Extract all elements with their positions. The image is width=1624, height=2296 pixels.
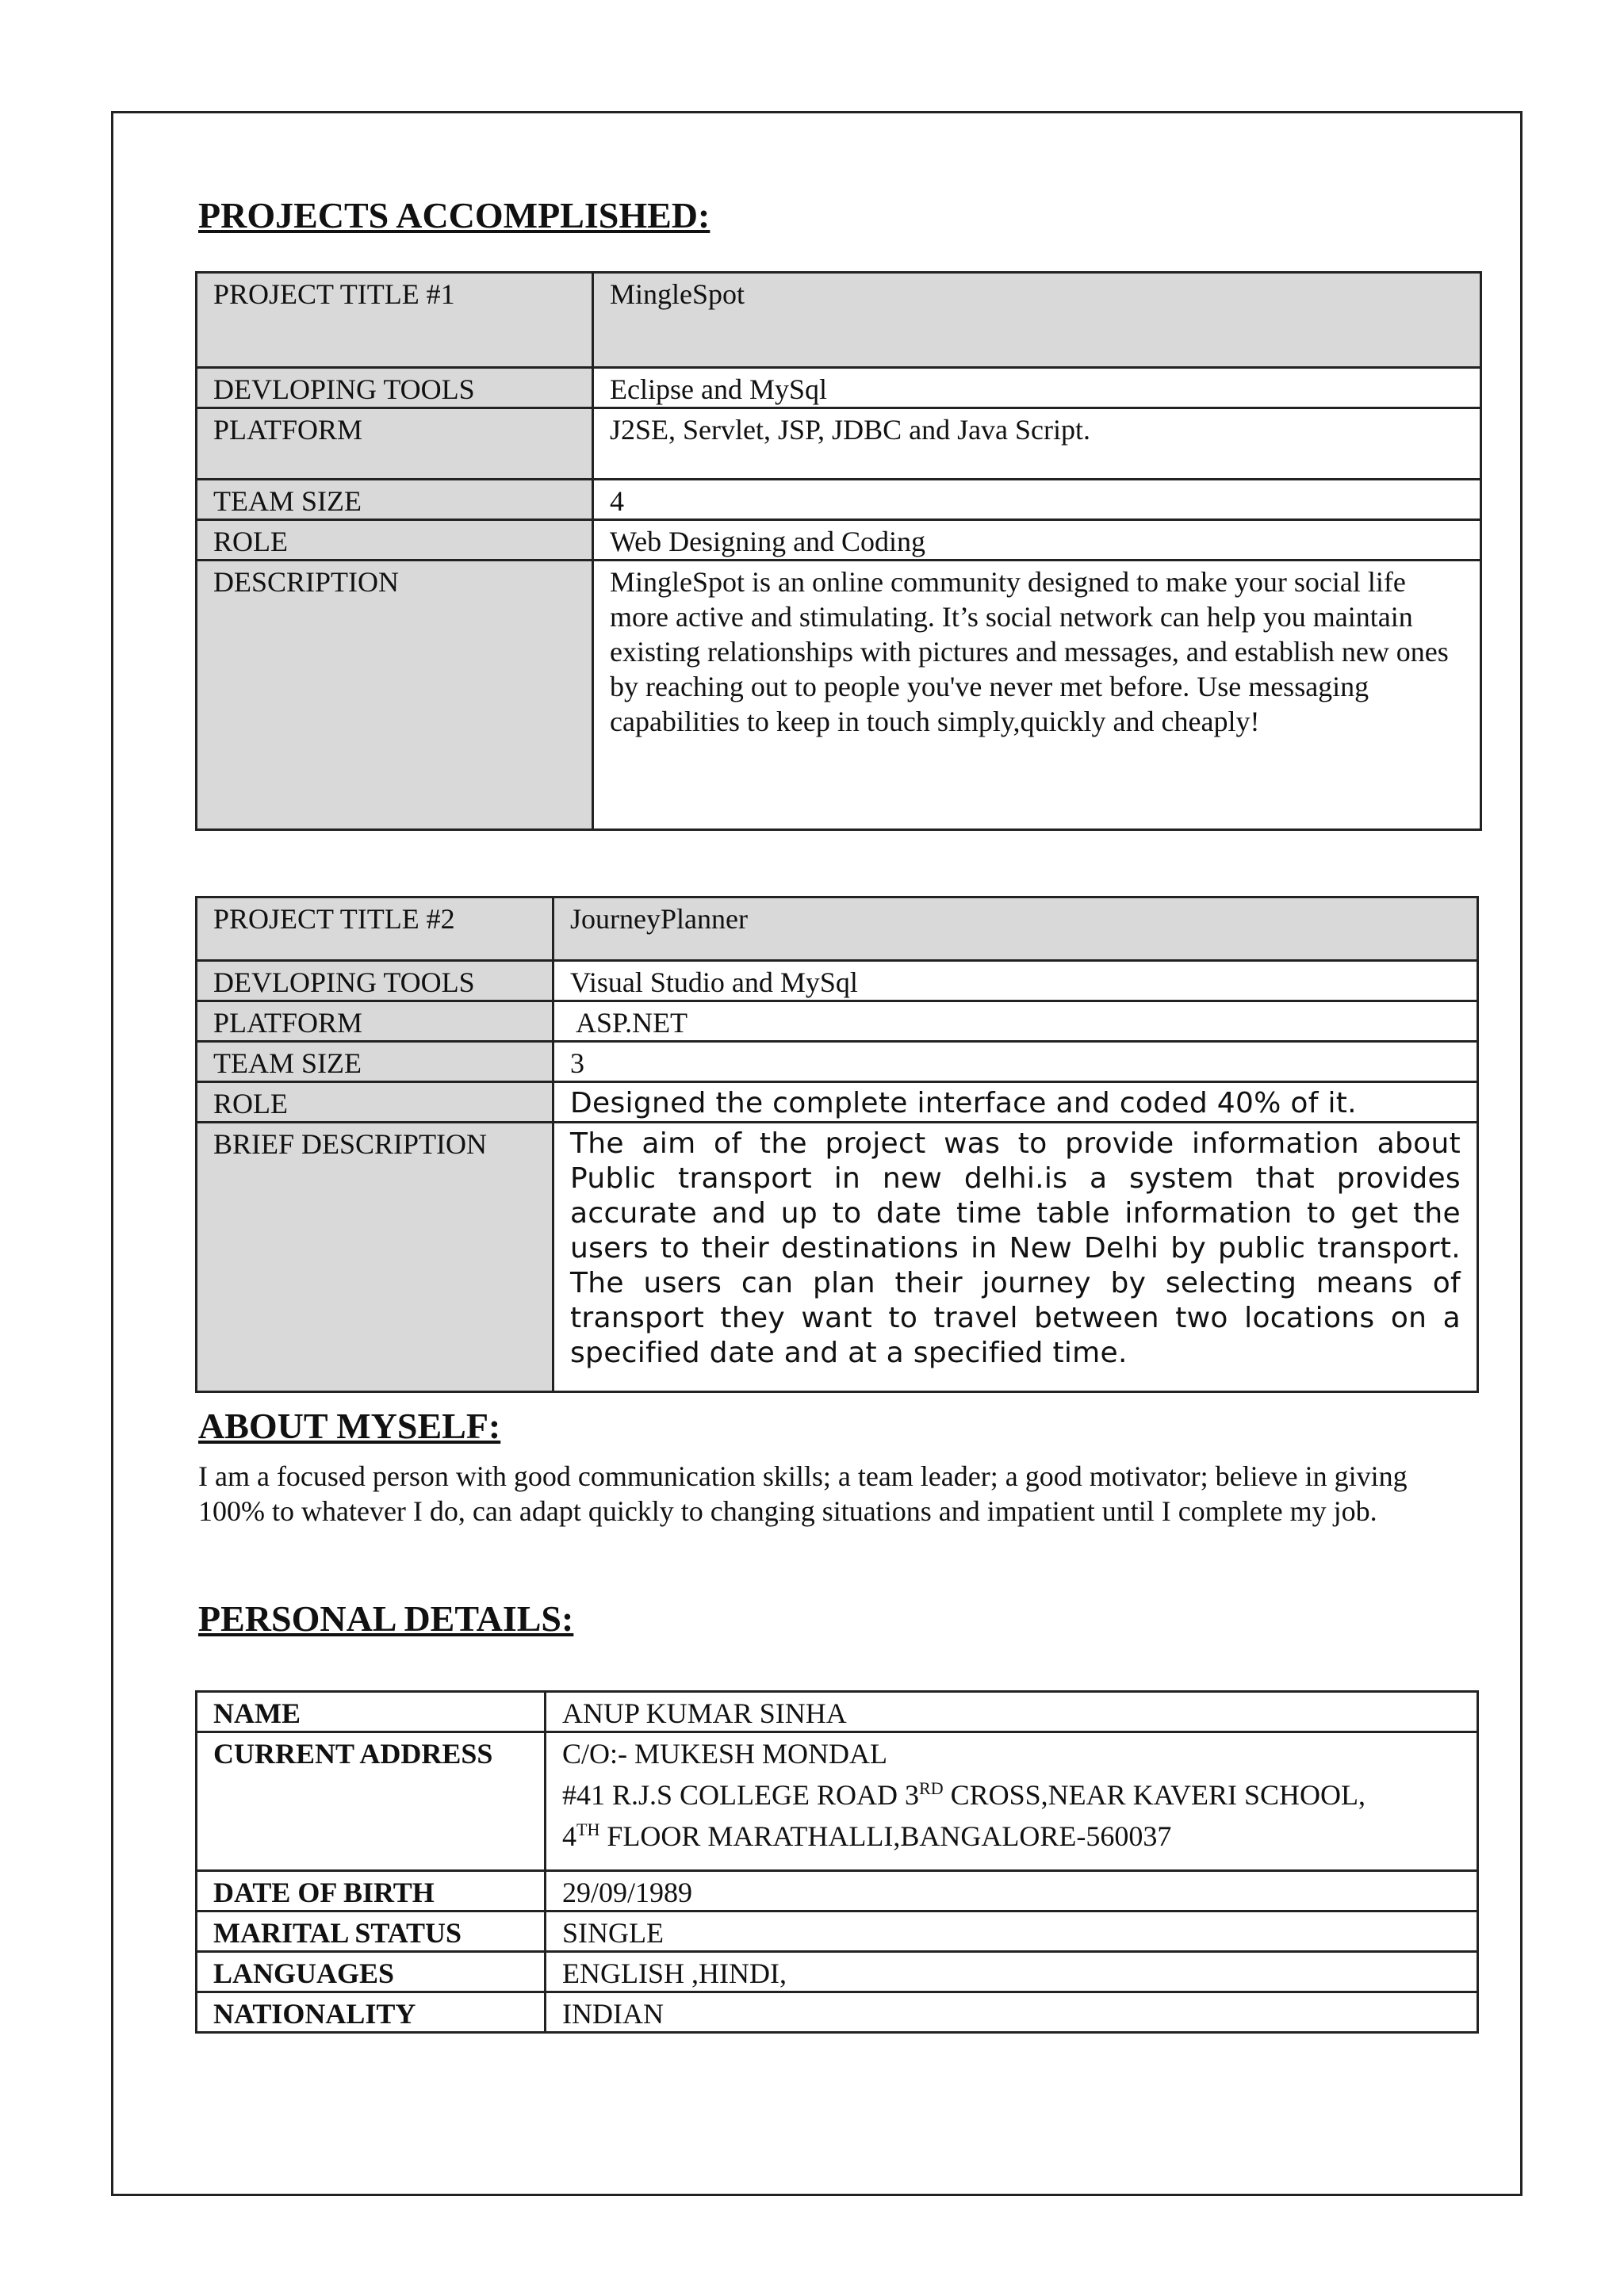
project2-row-description: [197, 1123, 1478, 1392]
address-line-2-sup: RD: [919, 1778, 944, 1798]
address-line-2-part-a: #41 R.J.S COLLEGE ROAD 3: [562, 1779, 920, 1811]
project2-team-value: 3: [553, 1042, 1478, 1082]
marital-value: SINGLE: [546, 1911, 1478, 1952]
project1-team-label: TEAM SIZE: [197, 480, 593, 520]
project1-tools-label: DEVLOPING TOOLS: [197, 368, 593, 408]
project2-row-platform: [197, 1001, 1478, 1042]
project2-row-role: [197, 1082, 1478, 1123]
project2-tools-value: Visual Studio and MySql: [553, 961, 1478, 1001]
address-line-1: C/O:- MUKESH MONDAL: [562, 1738, 888, 1770]
address-label: CURRENT ADDRESS: [197, 1732, 546, 1871]
project2-row-title: [197, 897, 1478, 961]
project2-platform-label: PLATFORM: [197, 1001, 553, 1042]
project2-table: [195, 896, 1479, 1393]
address-value: [546, 1732, 1478, 1871]
address-line-2: [562, 1771, 1461, 1812]
project1-row-role: [197, 520, 1481, 561]
personal-row-marital: [197, 1911, 1478, 1952]
project1-platform-value: J2SE, Servlet, JSP, JDBC and Java Script.: [593, 408, 1481, 480]
languages-label: LANGUAGES: [197, 1952, 546, 1992]
address-line-3-sup: TH: [576, 1820, 600, 1839]
project1-table: [195, 271, 1482, 831]
about-heading: ABOUT MYSELF:: [198, 1406, 501, 1446]
project1-title-value: MingleSpot: [593, 273, 1481, 368]
personal-table: [195, 1690, 1479, 2034]
address-line-2-part-b: CROSS,NEAR KAVERI SCHOOL,: [943, 1779, 1366, 1811]
personal-row-name: [197, 1692, 1478, 1732]
address-line-3: [562, 1812, 1461, 1854]
project1-title-label: PROJECT TITLE #1: [197, 273, 593, 368]
project1-row-title: [197, 273, 1481, 368]
project2-platform-value: ASP.NET: [553, 1001, 1478, 1042]
personal-row-address: [197, 1732, 1478, 1871]
dob-label: DATE OF BIRTH: [197, 1871, 546, 1911]
nationality-label: NATIONALITY: [197, 1992, 546, 2033]
dob-value: 29/09/1989: [546, 1871, 1478, 1911]
personal-row-nationality: [197, 1992, 1478, 2033]
project2-row-team: [197, 1042, 1478, 1082]
project2-team-label: TEAM SIZE: [197, 1042, 553, 1082]
project1-row-description: [197, 561, 1481, 830]
about-text: I am a focused person with good communication skills; a team leader; a good motivator; believe in giving 100% to whatever I do, can adapt quickly to changing situations and impatient until I complete my job.: [198, 1460, 1408, 1527]
project1-role-value: Web Designing and Coding: [593, 520, 1481, 561]
project2-description-label: BRIEF DESCRIPTION: [197, 1123, 553, 1392]
projects-heading: PROJECTS ACCOMPLISHED:: [198, 195, 710, 235]
address-line-3-part-b: FLOOR MARATHALLI,BANGALORE-560037: [599, 1820, 1172, 1852]
project1-description-value: MingleSpot is an online community designed to make your social life more active and stimulating. It’s social network can help you maintain existing relationships with pictures and messages, and establish new ones by reaching out to people you've never met before. Use messaging capabilities to keep in touch simply,quickly and cheaply!: [593, 561, 1481, 830]
project1-team-value: 4: [593, 480, 1481, 520]
personal-row-languages: [197, 1952, 1478, 1992]
project2-title-value: JourneyPlanner: [553, 897, 1478, 961]
marital-label: MARITAL STATUS: [197, 1911, 546, 1952]
project2-description-value: The aim of the project was to provide information about Public transport in new delhi.is a system that provides accurate and up to date time table information to get the users to their destinations in New Delhi by public transport. The users can plan their journey by selecting means of transport they want to travel between two locations on a specified date and at a specified time.: [553, 1123, 1478, 1392]
personal-row-dob: [197, 1871, 1478, 1911]
project2-title-label: PROJECT TITLE #2: [197, 897, 553, 961]
project1-platform-label: PLATFORM: [197, 408, 593, 480]
project1-description-label: DESCRIPTION: [197, 561, 593, 830]
project1-row-team: [197, 480, 1481, 520]
personal-heading: PERSONAL DETAILS:: [198, 1598, 574, 1639]
nationality-value: INDIAN: [546, 1992, 1478, 2033]
project2-tools-label: DEVLOPING TOOLS: [197, 961, 553, 1001]
project2-row-tools: [197, 961, 1478, 1001]
name-label: NAME: [197, 1692, 546, 1732]
project1-role-label: ROLE: [197, 520, 593, 561]
languages-value: ENGLISH ,HINDI,: [546, 1952, 1478, 1992]
project2-role-value: Designed the complete interface and coded 40% of it.: [553, 1082, 1478, 1123]
project1-tools-value: Eclipse and MySql: [593, 368, 1481, 408]
name-value: ANUP KUMAR SINHA: [546, 1692, 1478, 1732]
project2-role-label: ROLE: [197, 1082, 553, 1123]
project1-row-tools: [197, 368, 1481, 408]
address-line-3-part-a: 4: [562, 1820, 576, 1852]
project1-row-platform: [197, 408, 1481, 480]
